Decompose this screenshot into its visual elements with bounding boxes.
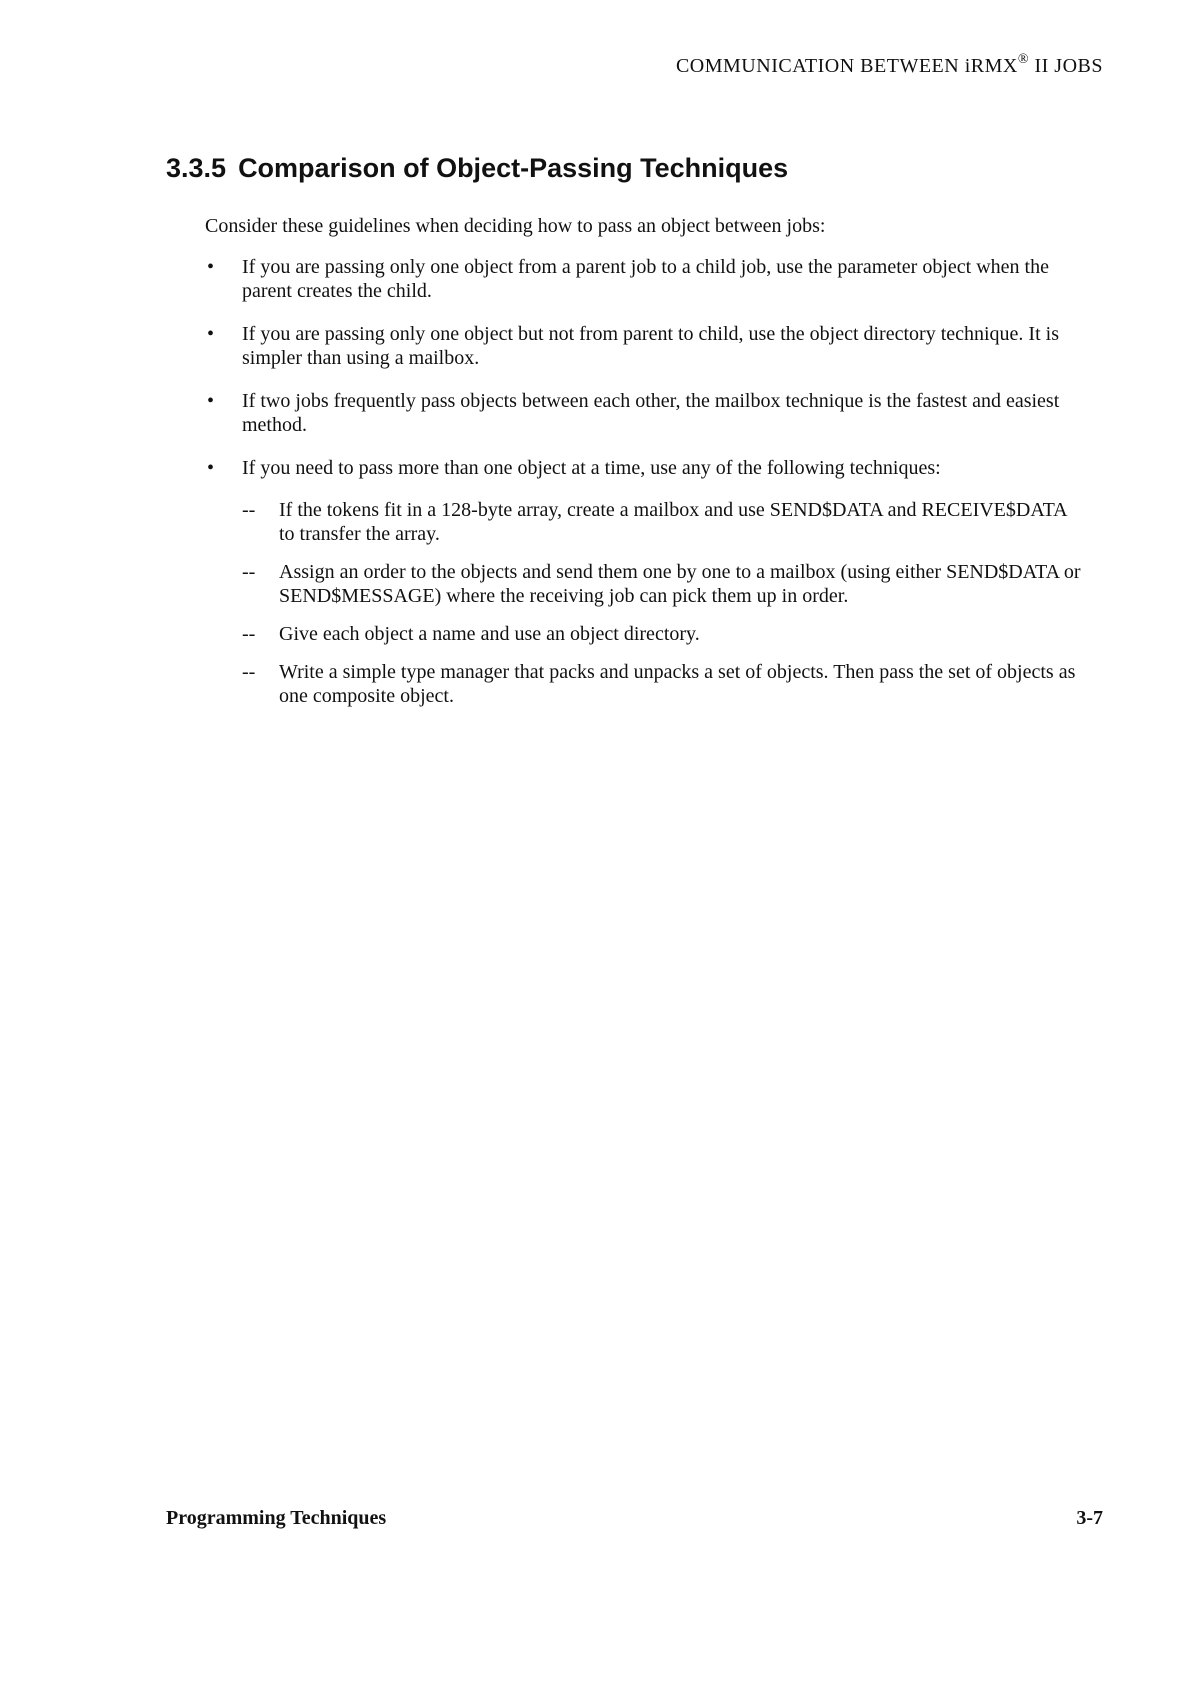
section-heading <box>166 153 788 184</box>
bullet-icon: • <box>207 390 215 412</box>
technique-item <box>242 660 1085 708</box>
guideline-list <box>205 255 1085 727</box>
technique-list <box>242 498 1085 708</box>
bullet-icon: • <box>207 323 215 345</box>
guideline-text: If you are passing only one object from a parent job to a child job, use the parameter object when the parent creates the child. <box>242 256 1049 302</box>
technique-item <box>242 560 1085 608</box>
technique-text: If the tokens fit in a 128-byte array, create a mailbox and use SEND$DATA and RECEIVE$DATA to transfer the array. <box>279 499 1067 545</box>
dash-marker: -- <box>242 661 256 683</box>
dash-marker: -- <box>242 623 256 645</box>
technique-item <box>242 622 1085 646</box>
section-title: Comparison of Object-Passing Techniques <box>238 153 789 183</box>
guideline-text: If you are passing only one object but not from parent to child, use the object directory technique. It is simpler than using a mailbox. <box>242 323 1059 369</box>
footer-page-number: 3-7 <box>1076 1507 1103 1529</box>
technique-text: Write a simple type manager that packs and unpacks a set of objects. Then pass the set of objects as one composite object. <box>279 661 1076 707</box>
technique-text: Assign an order to the objects and send them one by one to a mailbox (using either SEND$DATA or SEND$MESSAGE) where the receiving job can pick them up in order. <box>279 561 1081 607</box>
running-header-suffix: II JOBS <box>1028 55 1103 77</box>
guideline-item <box>205 456 1085 708</box>
registered-mark: ® <box>1017 52 1029 67</box>
guideline-text: If you need to pass more than one object at a time, use any of the following techniques: <box>242 457 941 479</box>
technique-item <box>242 498 1085 546</box>
running-header-prefix: COMMUNICATION BETWEEN iRMX <box>675 55 1018 77</box>
technique-text: Give each object a name and use an object directory. <box>279 623 700 645</box>
intro-paragraph: Consider these guidelines when deciding how to pass an object between jobs: <box>205 215 826 237</box>
section-number: 3.3.5 <box>166 153 227 183</box>
guideline-item <box>205 255 1085 303</box>
footer-book-title: Programming Techniques <box>166 1507 387 1529</box>
bullet-icon: • <box>207 256 215 278</box>
bullet-icon: • <box>207 457 215 479</box>
dash-marker: -- <box>242 561 256 583</box>
running-header <box>675 52 1103 78</box>
guideline-item <box>205 322 1085 370</box>
dash-marker: -- <box>242 499 256 521</box>
guideline-item <box>205 389 1085 437</box>
guideline-text: If two jobs frequently pass objects between each other, the mailbox technique is the fastest and easiest method. <box>242 390 1060 436</box>
